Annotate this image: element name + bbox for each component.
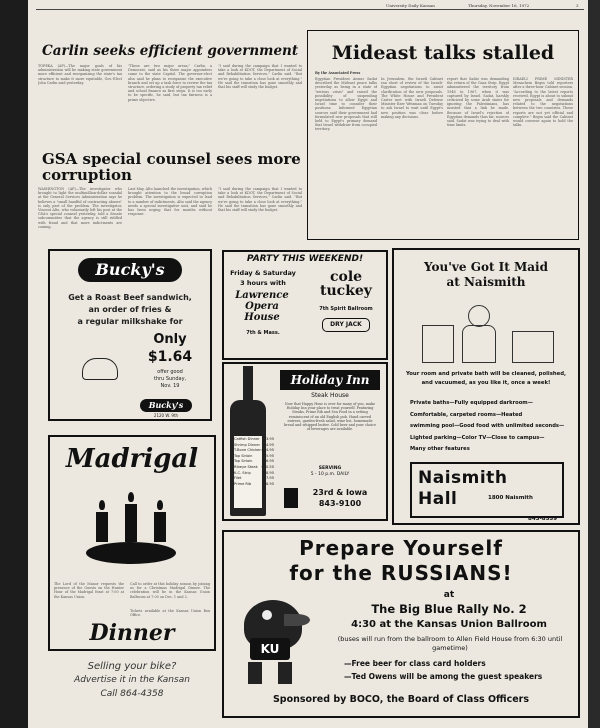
mideast-body: Egyptian President Anwar Sadat described the Mideast peace talks yesterday as being in a state of "serious crisis" and raised the possibility of suspending negotiations to allow Egypt and Israel time to consider their positions. Informed Egyptian sources said their government had formulated new proposals that still held to Egypt's primary demand that Israel withdraw from occupied territory. xyxy=(315,77,377,132)
party-days: Friday & Saturday xyxy=(230,269,296,277)
holiday-star-icon xyxy=(284,488,298,508)
buckys-only: Only xyxy=(153,332,187,347)
buckys-logo: Bucky's xyxy=(78,258,182,282)
candles-illustration xyxy=(86,486,176,572)
naismith-hall-logo: Naismith Hall 1800 Naismith xyxy=(410,462,564,518)
gsa-body3: "I said during the campaign that I wanted to take a look at KDOT, the Department of Social and Rehabilitation Services," Carlin said. "But we're going to take a close look at everything." He said the transition has gone smoothly and that his staff will study the budget. xyxy=(218,187,302,213)
menu-item: Filet xyxy=(234,476,242,481)
holiday-menu xyxy=(234,437,274,487)
feature-line: swimming pool—Good food with unlimited seconds— xyxy=(410,423,565,429)
page-edge xyxy=(588,0,600,728)
menu-item: K.C. Strip xyxy=(234,470,251,475)
dry-jack-logo: DRY JACK xyxy=(322,318,370,332)
menu-item: Top Sirloin xyxy=(234,453,253,458)
madrigal-right-text: Call to order at this holiday season by joining us for a Christmas Madrigal Dinner. The celebration will be in the Kansas Union Ballroom at 7:00 on Dec. 1 and 2. xyxy=(130,582,210,599)
feature-line: Comfortable, carpeted rooms—Heated xyxy=(410,411,523,418)
mideast-headline: Mideast talks stalled xyxy=(331,42,555,64)
naismith-phone: 843-8559 xyxy=(528,516,558,522)
party-title: PARTY THIS WEEKEND! xyxy=(246,254,364,264)
rally-bus-info: (buses will run from the ballroom to Allen Field House from 6:30 until gametime) xyxy=(337,635,563,652)
gsa-headline: GSA special counsel sees more corruption xyxy=(42,150,301,184)
mideast-byline: By the Associated Press xyxy=(315,71,361,75)
carlin-lead: TOPEKA (AP)—The major goals of his administration will be making state government more efficient and reorganizing the state's tax structure to make it more equitable, Gov.-Elect John Carlin said yesterday. xyxy=(38,64,122,85)
menu-item: Prime Rib xyxy=(234,481,252,486)
feature-line: Lighted parking—Color TV—Close to campus— xyxy=(410,434,545,441)
buckys-offer2: thru Sunday, xyxy=(153,376,187,382)
holiday-serving: SERVING xyxy=(318,466,342,471)
mideast-body4: ISRAELI PRIME MINISTER Menachem Begin told reporters after a three-hour Cabinet session, "According to the latest reports received, Egypt is about to submit new proposals and demands related to the negotiations between the two countries. These reports are not yet official and complete." Begin said the Cabinet would convene again to hold the talks. xyxy=(513,77,573,128)
naismith-title1: You've Got It Maid xyxy=(423,260,549,274)
carlin-body: "These are two major areas," Carlin, a Democrat, said as his three major appointees came to the state Capitol. The governor-elect also said he plans to reorganize the executive branch and set up a task force to review the tax structure, ordering a study of property tax relief and school finance as first steps. It is too early to be specific, he said, but tax fairness is a prime objective. xyxy=(128,64,212,102)
maid-illustration xyxy=(418,295,558,365)
holiday-sub: Steak House xyxy=(311,392,349,399)
russians-title1: Prepare Yourself xyxy=(299,536,503,560)
naismith-title2: at Naismith xyxy=(446,275,526,289)
rally-speakers: —Ted Owens will be among the guest speakers xyxy=(344,672,543,681)
paper-name: University Daily Kansan xyxy=(386,3,435,8)
menu-price: $5.95 xyxy=(263,453,274,458)
menu-item: Shrimp Dinner xyxy=(234,442,260,447)
holiday-serving-time: 5 - 10 p.m. DAILY xyxy=(310,472,350,477)
buckys-address: 2120 W. 9th xyxy=(153,413,179,418)
page-number: 3 xyxy=(576,3,579,8)
sandwich-icon xyxy=(82,358,118,380)
menu-price: $4.95 xyxy=(263,442,274,447)
menu-item: Catfish Dinner xyxy=(234,437,260,441)
issue-date: Thursday, November 16, 1972 xyxy=(468,3,530,8)
menu-item: Ribeye Steak xyxy=(234,464,258,469)
feature-line: Many other features xyxy=(410,446,470,452)
naismith-pitch: Your room and private bath will be cleaned, polished, and vacuumed, as you like it, once a week! xyxy=(405,371,567,386)
buckys-line1: Get a Roast Beef sandwich, xyxy=(68,293,192,302)
party-address: 7th & Mass. xyxy=(246,330,280,336)
buckys-footer-logo: Bucky's xyxy=(140,399,192,412)
menu-price: $6.95 xyxy=(263,459,274,464)
buckys-line2: an order of fries & xyxy=(88,305,172,314)
gsa-body: WASHINGTON (AP)—The investigator who brought to light the multimillion-dollar scandal at the General Services Administration says he believes a "small handful of contracting abuses" is only part of the problem. The investigator, Vincent Alto, who voluntarily left his post at the GSA's special counsel yesterday, told a Senate subcommittee that the agency is still riddled with fraud and that more indictments are coming. xyxy=(38,187,122,229)
rally-name: The Big Blue Rally No. 2 xyxy=(371,602,527,616)
carlin-headline: Carlin seeks efficient government xyxy=(42,43,299,59)
holiday-inn-logo: Holiday Inn xyxy=(280,370,380,390)
gsa-body2: Last May, Alto launched the investigation, which brought attention to the broad corruption problem. The investigation is expected to lead to a number of indictments. Alto said the agency needs a special investigative unit, and said he has been urging that for months without response. xyxy=(128,187,212,217)
buckys-offer3: Nov. 19 xyxy=(160,383,180,389)
buckys-price: $1.64 xyxy=(147,349,193,365)
menu-item: T-Bone Chicken xyxy=(234,448,262,453)
menu-price: $8.95 xyxy=(263,481,274,486)
menu-price: $8.95 xyxy=(263,470,274,475)
madrigal-dinner: Dinner xyxy=(89,620,175,646)
madrigal-title: Madrigal xyxy=(65,444,199,474)
party-hours: 3 hours with xyxy=(240,279,286,287)
menu-price: $3.95 xyxy=(263,437,274,441)
mideast-body3: report that Sadat was demanding the return of the Gaza Strip. Egypt administered the territory from 1948 to 1967, when it was captured by Israel. Sadat, harshly criticized by some Arab states for ignoring the Palestinians, has insisted that a link be made. Because of Israel's rejection of Egyptian demands thus far, sources said, Sadat was trying to deal with time limits. xyxy=(447,77,509,128)
bike-ad-line2: Advertise it in the Kansan xyxy=(74,675,190,685)
rally-sponsor: Sponsored by BOCO, the Board of Class Officers xyxy=(272,694,530,705)
mideast-body2: In Jerusalem, the Israeli Cabinet ran short of review of the Israeli-Egyptian negotiations to await clarification of the new proposals. The White House and President Carter met with Israeli Defense Minister Ezer Weizman on Tuesday to ask Israel to wait until Egypt's new position was clear before making any decisions. xyxy=(381,77,443,119)
menu-item: Top Sirloin xyxy=(234,459,253,464)
opera-house-logo: Lawrence Opera House xyxy=(235,290,289,323)
russians-at: at xyxy=(443,590,455,600)
naismith-features xyxy=(410,398,576,456)
cole-tuckey-logo: cole tuckey xyxy=(320,269,372,299)
bike-ad-line3: Call 864-4358 xyxy=(100,689,164,699)
menu-price: $7.95 xyxy=(263,476,274,481)
madrigal-note: Tickets available at the Kansas Union Box Office. xyxy=(130,609,210,617)
jayhawk-mascot-icon: KU xyxy=(232,596,314,688)
holiday-phone: 843-9100 xyxy=(318,499,362,508)
rally-free-beer: —Free beer for class card holders xyxy=(344,659,486,668)
spirit-ballroom: 7th Spirit Ballroom xyxy=(319,306,373,312)
madrigal-left-text: The Lord of the Manor requests the presence of the Guests on the Hunter Hour of the Madrigal feast at 7:00 at the Kansas Union. xyxy=(54,582,124,599)
menu-price: $10.50 xyxy=(261,464,274,469)
bike-ad-line1: Selling your bike? xyxy=(87,661,177,672)
buckys-line3: a regular milkshake for xyxy=(77,317,183,326)
menu-price: $4.95 xyxy=(263,448,274,453)
feature-line: Private baths—Fully equipped darkroom— xyxy=(410,400,533,406)
menu-row xyxy=(234,482,274,488)
buckys-offer1: offer good xyxy=(157,369,183,375)
rally-time: 4:30 at the Kansas Union Ballroom xyxy=(351,619,547,630)
holiday-desc: Now that Happy Hour is over for many of you, make Holiday Inn your place to treat yourself. Featuring Steaks, Prime Rib and Sea Food in a setting reminiscent of an old English pub. Hand carved entrees, garden-fresh salad, wine list, homemade bread and whipped butter. Cold beer and your choice of beverages are available. xyxy=(283,402,377,432)
header-rule xyxy=(36,9,584,10)
holiday-address: 23rd & Iowa xyxy=(312,488,368,497)
carlin-body2: "I said during the campaign that I wanted to take a look at KDOT, the Department of Social and Rehabilitation Services," Carlin said. "But we're going to take a close look at everything." He said the transition has gone smoothly and that his staff will study the budget. xyxy=(218,64,302,90)
russians-title2: for the RUSSIANS! xyxy=(289,561,513,585)
